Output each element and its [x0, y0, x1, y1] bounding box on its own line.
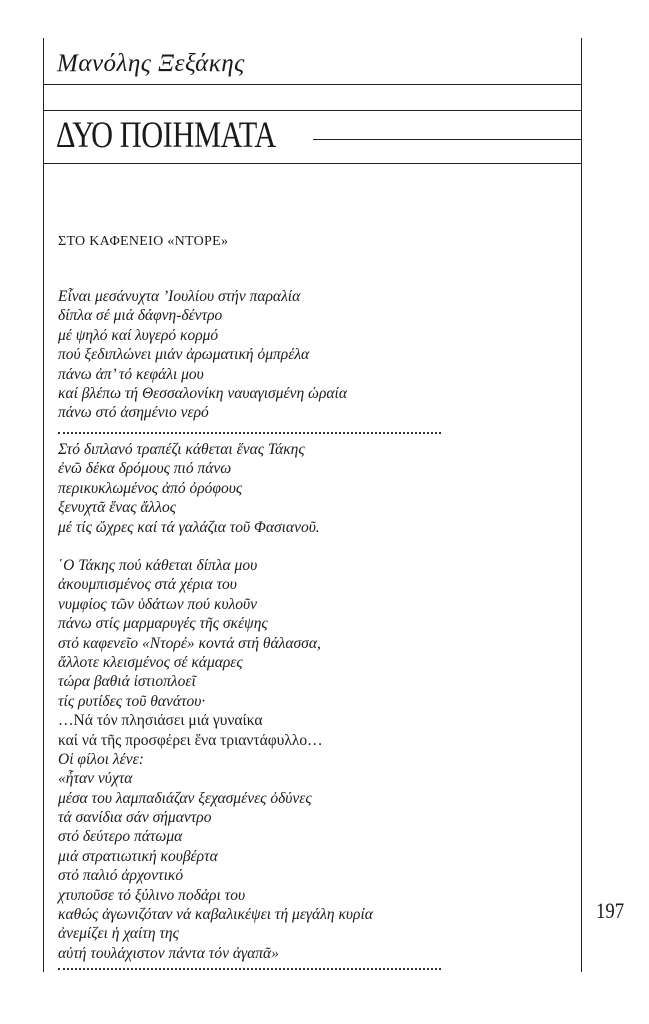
- poem-line: αὐτή τουλάχιστον πάντα τόν ἀγαπᾶ»: [58, 944, 279, 962]
- dotted-separator-end: [58, 968, 441, 970]
- poem-line: πάνω στίς μαρμαρυγές τῆς σκέψης: [58, 615, 268, 633]
- page-title: ΔΥΟ ΠΟΙΗΜΑΤΑ: [56, 115, 276, 156]
- left-border-rule: [43, 38, 44, 972]
- poem-line: στό καφενεῖο «Ντορέ» κοντά στή θάλασσα,: [58, 634, 321, 652]
- poem-line: μιά στρατιωτική κουβέρτα: [58, 847, 218, 865]
- header-rule-1: [44, 84, 581, 85]
- poem-line: Εἶναι μεσάνυχτα ’Ιουλίου στήν παραλία: [58, 288, 301, 305]
- poem-line: τώρα βαθιά ἱστιοπλοεῖ: [58, 673, 196, 691]
- stanza-1: [58, 287, 347, 423]
- poem-line: Οἱ φίλοι λένε:: [58, 750, 144, 768]
- poem-line: τά σανίδια σάν σήμαντρο: [58, 809, 212, 827]
- poem-line: Στό διπλανό τραπέζι κάθεται ἕνας Τάκης: [58, 441, 305, 458]
- author-name: Μανόλης Ξεξάκης: [57, 50, 245, 77]
- poem-line: ἄλλοτε κλεισμένος σέ κάμαρες: [58, 653, 243, 671]
- poem-line: νυμφίος τῶν ὑδάτων πού κυλοῦν: [58, 595, 258, 613]
- right-border-rule: [581, 38, 582, 972]
- poem-line: μέσα του λαμπαδιάζαν ξεχασμένες ὀδύνες: [58, 789, 312, 807]
- poem-line: στό παλιό ἀρχοντικό: [58, 867, 184, 885]
- poem-line: πάνω στό ἀσημένιο νερό: [58, 404, 209, 422]
- poem-line: δίπλα σέ μιά δάφνη-δέντρο: [58, 307, 223, 325]
- poem-line: ἀκουμπισμένος στά χέρια του: [58, 576, 237, 594]
- poem-line: περικυκλωμένος ἀπό ὀρόφους: [58, 479, 243, 497]
- poem-line: ῾Ο Τάκης πού κάθεται δίπλα μου: [58, 557, 258, 574]
- poem-line: πού ξεδιπλώνει μιάν ἀρωματική ὀμπρέλα: [58, 346, 310, 364]
- dotted-separator: [58, 432, 441, 434]
- poem-line: στό δεύτερο πάτωμα: [58, 828, 183, 846]
- poem-line: ἀνεμίζει ἡ χαίτη της: [58, 925, 179, 943]
- poem-line: …Νά τόν πλησιάσει μιά γυναίκα: [58, 712, 263, 730]
- poem-line: τίς ρυτίδες τοῦ θανάτου·: [58, 692, 206, 710]
- poem-line: ἐνῶ δέκα δρόμους πιό πάνω: [58, 460, 232, 478]
- page-number: 197: [596, 898, 625, 923]
- poem-line: καθώς ἀγωνιζόταν νά καβαλικέψει τή μεγάλη κυρία: [58, 906, 373, 924]
- header-rule-3: [44, 163, 581, 164]
- poem-line: μέ ψηλό καί λυγερό κορμό: [58, 326, 219, 344]
- header-rule-2: [44, 110, 581, 111]
- stanza-3: [58, 556, 373, 963]
- poem-line: πάνω ἀπ’ τό κεφάλι μου: [58, 365, 204, 383]
- poem-line: καί νά τῆς προσφέρει ἕνα τριαντάφυλλο…: [58, 731, 323, 749]
- poem-line: χτυποῦσε τό ξύλινο ποδάρι του: [58, 886, 246, 904]
- stanza-2: [58, 440, 320, 537]
- poem-line: ξενυχτᾶ ἕνας ἄλλος: [58, 499, 177, 517]
- poem-line: μέ τίς ὤχρες καί τά γαλάζια τοῦ Φασιανοῦ.: [58, 518, 320, 536]
- title-trailing-rule: [313, 139, 581, 140]
- poem-title: ΣΤΟ ΚΑΦΕΝΕΙΟ «ΝΤΟΡΕ»: [58, 234, 229, 249]
- poem-line: καί βλέπω τή Θεσσαλονίκη ναυαγισμένη ὡραία: [58, 384, 347, 402]
- poem-line: «ἦταν νύχτα: [58, 770, 133, 788]
